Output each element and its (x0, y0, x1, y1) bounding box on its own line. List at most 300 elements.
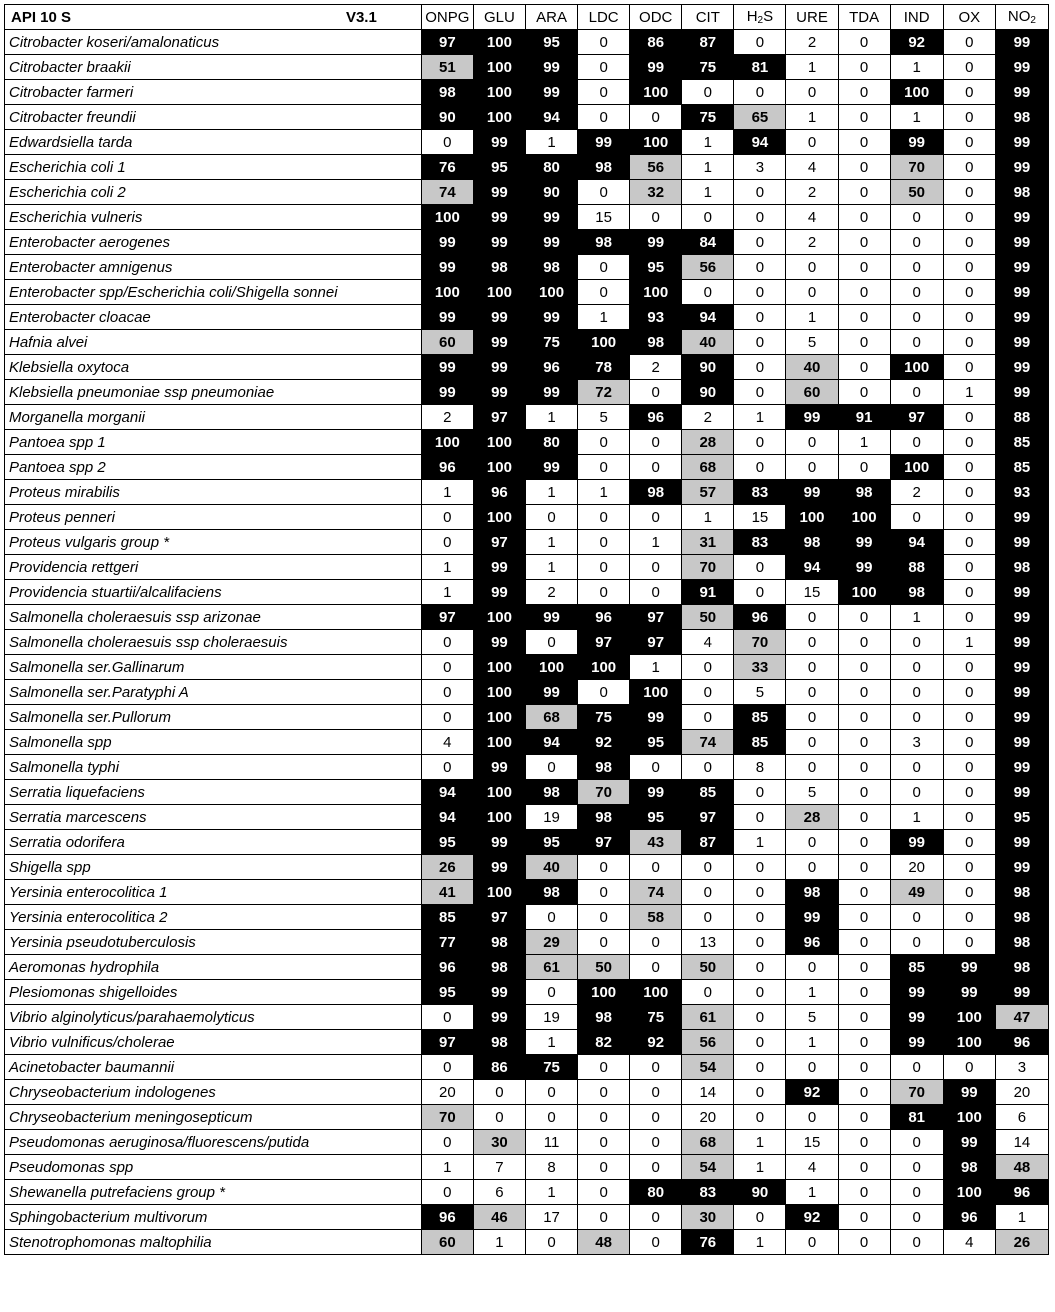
result-cell: 0 (943, 580, 995, 605)
result-cell: 95 (525, 30, 577, 55)
result-cell: 85 (734, 730, 786, 755)
result-cell: 99 (630, 55, 682, 80)
result-cell: 99 (473, 1005, 525, 1030)
result-cell: 5 (578, 405, 630, 430)
result-cell: 11 (525, 1130, 577, 1155)
result-cell: 97 (578, 830, 630, 855)
result-cell: 99 (473, 205, 525, 230)
result-cell: 0 (578, 905, 630, 930)
result-cell: 0 (734, 80, 786, 105)
result-cell: 90 (682, 355, 734, 380)
result-cell: 0 (943, 780, 995, 805)
result-cell: 0 (838, 205, 890, 230)
result-cell: 1 (682, 180, 734, 205)
result-cell: 99 (995, 530, 1048, 555)
result-cell: 1 (421, 580, 473, 605)
col-header-cit: CIT (682, 5, 734, 30)
species-name: Proteus penneri (5, 505, 422, 530)
species-name: Vibrio alginolyticus/parahaemolyticus (5, 1005, 422, 1030)
result-cell: 99 (525, 305, 577, 330)
col-header-onpg: ONPG (421, 5, 473, 30)
result-cell: 94 (890, 530, 943, 555)
result-cell: 99 (995, 55, 1048, 80)
result-cell: 94 (421, 780, 473, 805)
result-cell: 0 (890, 655, 943, 680)
result-cell: 87 (682, 830, 734, 855)
result-cell: 100 (578, 655, 630, 680)
result-cell: 99 (525, 80, 577, 105)
result-cell: 29 (525, 930, 577, 955)
result-cell: 99 (421, 305, 473, 330)
result-cell: 0 (682, 855, 734, 880)
result-cell: 6 (473, 1180, 525, 1205)
table-body (5, 30, 1049, 1255)
result-cell: 98 (995, 955, 1048, 980)
result-cell: 1 (525, 405, 577, 430)
result-cell: 14 (682, 1080, 734, 1105)
result-cell: 99 (786, 480, 838, 505)
result-cell: 1 (525, 555, 577, 580)
result-cell: 0 (838, 380, 890, 405)
table-row (5, 1005, 1049, 1030)
result-cell: 0 (786, 630, 838, 655)
result-cell: 0 (786, 680, 838, 705)
result-cell: 97 (473, 405, 525, 430)
result-cell: 5 (734, 680, 786, 705)
result-cell: 43 (630, 830, 682, 855)
result-cell: 99 (473, 980, 525, 1005)
result-cell: 76 (421, 155, 473, 180)
result-cell: 0 (890, 755, 943, 780)
result-cell: 0 (734, 1080, 786, 1105)
result-cell: 90 (682, 380, 734, 405)
result-cell: 0 (943, 555, 995, 580)
result-cell: 15 (734, 505, 786, 530)
result-cell: 99 (995, 505, 1048, 530)
result-cell: 1 (578, 305, 630, 330)
table-row (5, 1130, 1049, 1155)
result-cell: 60 (421, 1230, 473, 1255)
species-name: Edwardsiella tarda (5, 130, 422, 155)
result-cell: 0 (890, 380, 943, 405)
result-cell: 15 (786, 1130, 838, 1155)
result-cell: 0 (421, 1130, 473, 1155)
result-cell: 99 (943, 955, 995, 980)
species-name: Enterobacter cloacae (5, 305, 422, 330)
result-cell: 0 (838, 955, 890, 980)
result-cell: 1 (786, 1180, 838, 1205)
result-cell: 0 (630, 430, 682, 455)
result-cell: 15 (578, 205, 630, 230)
result-cell: 0 (525, 755, 577, 780)
result-cell: 98 (630, 330, 682, 355)
species-name: Proteus vulgaris group * (5, 530, 422, 555)
result-cell: 98 (578, 1005, 630, 1030)
table-row (5, 855, 1049, 880)
result-cell: 98 (421, 80, 473, 105)
result-cell: 0 (943, 805, 995, 830)
result-cell: 96 (943, 1205, 995, 1230)
result-cell: 0 (838, 630, 890, 655)
result-cell: 1 (890, 55, 943, 80)
result-cell: 3 (890, 730, 943, 755)
result-cell: 1 (525, 1030, 577, 1055)
result-cell: 0 (630, 205, 682, 230)
species-name: Pantoea spp 1 (5, 430, 422, 455)
api-identification-table (4, 4, 1049, 1255)
result-cell: 97 (421, 605, 473, 630)
result-cell: 0 (421, 705, 473, 730)
species-name: Citrobacter koseri/amalonaticus (5, 30, 422, 55)
result-cell: 99 (421, 255, 473, 280)
result-cell: 0 (943, 330, 995, 355)
result-cell: 100 (578, 980, 630, 1005)
result-cell: 99 (473, 630, 525, 655)
result-cell: 30 (473, 1130, 525, 1155)
result-cell: 0 (421, 505, 473, 530)
result-cell: 0 (838, 1005, 890, 1030)
result-cell: 0 (473, 1080, 525, 1105)
result-cell: 99 (995, 730, 1048, 755)
table-row (5, 555, 1049, 580)
result-cell: 99 (473, 830, 525, 855)
result-cell: 1 (525, 480, 577, 505)
result-cell: 98 (838, 480, 890, 505)
result-cell: 0 (421, 680, 473, 705)
result-cell: 0 (890, 1180, 943, 1205)
result-cell: 0 (943, 480, 995, 505)
result-cell: 0 (838, 1205, 890, 1230)
result-cell: 20 (682, 1105, 734, 1130)
species-name: Citrobacter freundii (5, 105, 422, 130)
result-cell: 1 (525, 130, 577, 155)
result-cell: 99 (630, 705, 682, 730)
result-cell: 0 (734, 1055, 786, 1080)
result-cell: 0 (838, 830, 890, 855)
result-cell: 100 (473, 105, 525, 130)
species-name: Klebsiella pneumoniae ssp pneumoniae (5, 380, 422, 405)
result-cell: 8 (734, 755, 786, 780)
result-cell: 4 (943, 1230, 995, 1255)
result-cell: 0 (890, 1205, 943, 1230)
result-cell: 0 (943, 605, 995, 630)
result-cell: 100 (630, 130, 682, 155)
result-cell: 98 (473, 930, 525, 955)
result-cell: 100 (578, 330, 630, 355)
result-cell: 100 (630, 680, 682, 705)
result-cell: 86 (630, 30, 682, 55)
result-cell: 2 (682, 405, 734, 430)
result-cell: 4 (421, 730, 473, 755)
table-row (5, 430, 1049, 455)
species-name: Proteus mirabilis (5, 480, 422, 505)
result-cell: 20 (421, 1080, 473, 1105)
result-cell: 90 (525, 180, 577, 205)
result-cell: 99 (995, 680, 1048, 705)
result-cell: 0 (943, 305, 995, 330)
result-cell: 0 (786, 830, 838, 855)
result-cell: 0 (734, 930, 786, 955)
result-cell: 0 (630, 930, 682, 955)
table-row (5, 130, 1049, 155)
col-header-odc: ODC (630, 5, 682, 30)
result-cell: 57 (682, 480, 734, 505)
result-cell: 19 (525, 805, 577, 830)
result-cell: 83 (734, 530, 786, 555)
result-cell: 0 (838, 880, 890, 905)
species-name: Salmonella choleraesuis ssp choleraesuis (5, 630, 422, 655)
result-cell: 0 (838, 1030, 890, 1055)
table-row (5, 980, 1049, 1005)
table-row (5, 580, 1049, 605)
result-cell: 98 (473, 255, 525, 280)
table-row (5, 405, 1049, 430)
result-cell: 100 (473, 30, 525, 55)
result-cell: 78 (578, 355, 630, 380)
species-name: Chryseobacterium meningosepticum (5, 1105, 422, 1130)
result-cell: 99 (995, 30, 1048, 55)
result-cell: 96 (578, 605, 630, 630)
result-cell: 0 (734, 855, 786, 880)
result-cell: 0 (525, 505, 577, 530)
result-cell: 0 (734, 230, 786, 255)
result-cell: 56 (682, 255, 734, 280)
result-cell: 0 (890, 1130, 943, 1155)
table-row (5, 30, 1049, 55)
result-cell: 99 (995, 330, 1048, 355)
result-cell: 0 (838, 655, 890, 680)
result-cell: 99 (525, 680, 577, 705)
result-cell: 100 (473, 705, 525, 730)
result-cell: 77 (421, 930, 473, 955)
result-cell: 50 (890, 180, 943, 205)
result-cell: 99 (525, 380, 577, 405)
result-cell: 0 (943, 455, 995, 480)
result-cell: 32 (630, 180, 682, 205)
result-cell: 99 (995, 855, 1048, 880)
result-cell: 0 (890, 205, 943, 230)
result-cell: 0 (786, 705, 838, 730)
result-cell: 0 (786, 80, 838, 105)
result-cell: 0 (421, 1180, 473, 1205)
species-name: Serratia liquefaciens (5, 780, 422, 805)
result-cell: 99 (890, 980, 943, 1005)
result-cell: 72 (578, 380, 630, 405)
result-cell: 0 (630, 580, 682, 605)
result-cell: 94 (421, 805, 473, 830)
result-cell: 92 (786, 1080, 838, 1105)
result-cell: 0 (786, 730, 838, 755)
table-row (5, 1105, 1049, 1130)
result-cell: 0 (786, 1105, 838, 1130)
result-cell: 2 (421, 405, 473, 430)
result-cell: 1 (630, 655, 682, 680)
result-cell: 17 (525, 1205, 577, 1230)
result-cell: 100 (473, 605, 525, 630)
result-cell: 86 (473, 1055, 525, 1080)
col-header-no2: $NO_2$ (995, 5, 1048, 30)
result-cell: 0 (838, 930, 890, 955)
result-cell: 0 (838, 55, 890, 80)
table-row (5, 55, 1049, 80)
result-cell: 95 (421, 980, 473, 1005)
result-cell: 70 (682, 555, 734, 580)
result-cell: 13 (682, 930, 734, 955)
result-cell: 0 (890, 230, 943, 255)
species-name: Enterobacter aerogenes (5, 230, 422, 255)
result-cell: 81 (890, 1105, 943, 1130)
result-cell: 0 (838, 1130, 890, 1155)
result-cell: 0 (838, 155, 890, 180)
result-cell: 99 (421, 355, 473, 380)
result-cell: 99 (995, 630, 1048, 655)
result-cell: 0 (890, 705, 943, 730)
result-cell: 0 (578, 1130, 630, 1155)
result-cell: 2 (630, 355, 682, 380)
result-cell: 99 (995, 780, 1048, 805)
result-cell: 75 (682, 105, 734, 130)
result-cell: 0 (421, 755, 473, 780)
species-name: Providencia rettgeri (5, 555, 422, 580)
result-cell: 1 (995, 1205, 1048, 1230)
result-cell: 0 (786, 1230, 838, 1255)
result-cell: 0 (578, 80, 630, 105)
result-cell: 5 (786, 330, 838, 355)
result-cell: 100 (943, 1105, 995, 1130)
result-cell: 49 (890, 880, 943, 905)
result-cell: 0 (943, 505, 995, 530)
result-cell: 0 (890, 430, 943, 455)
result-cell: 96 (473, 480, 525, 505)
table-row (5, 330, 1049, 355)
result-cell: 0 (682, 80, 734, 105)
result-cell: 0 (838, 105, 890, 130)
result-cell: 0 (682, 655, 734, 680)
species-name: Yersinia enterocolitica 2 (5, 905, 422, 930)
result-cell: 0 (838, 1055, 890, 1080)
result-cell: 75 (578, 705, 630, 730)
result-cell: 0 (838, 780, 890, 805)
result-cell: 0 (525, 1080, 577, 1105)
result-cell: 0 (421, 130, 473, 155)
result-cell: 97 (890, 405, 943, 430)
result-cell: 0 (734, 455, 786, 480)
col-header-ure: URE (786, 5, 838, 30)
result-cell: 0 (838, 30, 890, 55)
result-cell: 0 (943, 855, 995, 880)
result-cell: 0 (630, 1230, 682, 1255)
result-cell: 0 (943, 680, 995, 705)
result-cell: 28 (682, 430, 734, 455)
result-cell: 28 (786, 805, 838, 830)
result-cell: 0 (890, 255, 943, 280)
result-cell: 30 (682, 1205, 734, 1230)
result-cell: 5 (786, 1005, 838, 1030)
result-cell: 70 (890, 155, 943, 180)
result-cell: 84 (682, 230, 734, 255)
result-cell: 0 (838, 280, 890, 305)
species-name: Yersinia enterocolitica 1 (5, 880, 422, 905)
result-cell: 70 (890, 1080, 943, 1105)
result-cell: 99 (995, 605, 1048, 630)
table-row (5, 1155, 1049, 1180)
result-cell: 98 (578, 230, 630, 255)
result-cell: 0 (838, 1080, 890, 1105)
col-header-ara: ARA (525, 5, 577, 30)
result-cell: 99 (421, 230, 473, 255)
species-name: Escherichia coli 2 (5, 180, 422, 205)
result-cell: 0 (786, 430, 838, 455)
result-cell: 85 (682, 780, 734, 805)
species-name: Serratia marcescens (5, 805, 422, 830)
result-cell: 0 (890, 1230, 943, 1255)
result-cell: 99 (473, 305, 525, 330)
result-cell: 92 (578, 730, 630, 755)
result-cell: 99 (473, 330, 525, 355)
result-cell: 99 (525, 455, 577, 480)
result-cell: 0 (943, 930, 995, 955)
result-cell: 95 (630, 255, 682, 280)
result-cell: 0 (630, 855, 682, 880)
result-cell: 0 (838, 180, 890, 205)
table-row (5, 780, 1049, 805)
result-cell: 0 (578, 1205, 630, 1230)
table-row (5, 830, 1049, 855)
result-cell: 0 (786, 130, 838, 155)
result-cell: 99 (525, 55, 577, 80)
result-cell: 50 (578, 955, 630, 980)
result-cell: 82 (578, 1030, 630, 1055)
result-cell: 100 (890, 455, 943, 480)
result-cell: 100 (473, 280, 525, 305)
result-cell: 0 (630, 555, 682, 580)
result-cell: 88 (995, 405, 1048, 430)
result-cell: 98 (786, 880, 838, 905)
result-cell: 0 (943, 80, 995, 105)
result-cell: 99 (630, 230, 682, 255)
col-header-glu: GLU (473, 5, 525, 30)
result-cell: 95 (630, 730, 682, 755)
table-row (5, 305, 1049, 330)
result-cell: 1 (734, 1130, 786, 1155)
result-cell: 1 (734, 1230, 786, 1255)
result-cell: 99 (943, 980, 995, 1005)
result-cell: 0 (421, 1055, 473, 1080)
result-cell: 1 (890, 105, 943, 130)
table-row (5, 705, 1049, 730)
result-cell: 96 (525, 355, 577, 380)
result-cell: 0 (682, 880, 734, 905)
table-row (5, 180, 1049, 205)
result-cell: 100 (473, 805, 525, 830)
result-cell: 98 (525, 780, 577, 805)
result-cell: 0 (578, 1080, 630, 1105)
result-cell: 0 (786, 655, 838, 680)
result-cell: 0 (734, 380, 786, 405)
result-cell: 94 (525, 105, 577, 130)
table-row (5, 80, 1049, 105)
result-cell: 85 (734, 705, 786, 730)
result-cell: 91 (838, 405, 890, 430)
result-cell: 100 (473, 655, 525, 680)
result-cell: 68 (682, 1130, 734, 1155)
result-cell: 0 (578, 180, 630, 205)
result-cell: 0 (838, 255, 890, 280)
result-cell: 99 (578, 130, 630, 155)
result-cell: 0 (630, 1155, 682, 1180)
result-cell: 99 (473, 230, 525, 255)
result-cell: 0 (838, 980, 890, 1005)
